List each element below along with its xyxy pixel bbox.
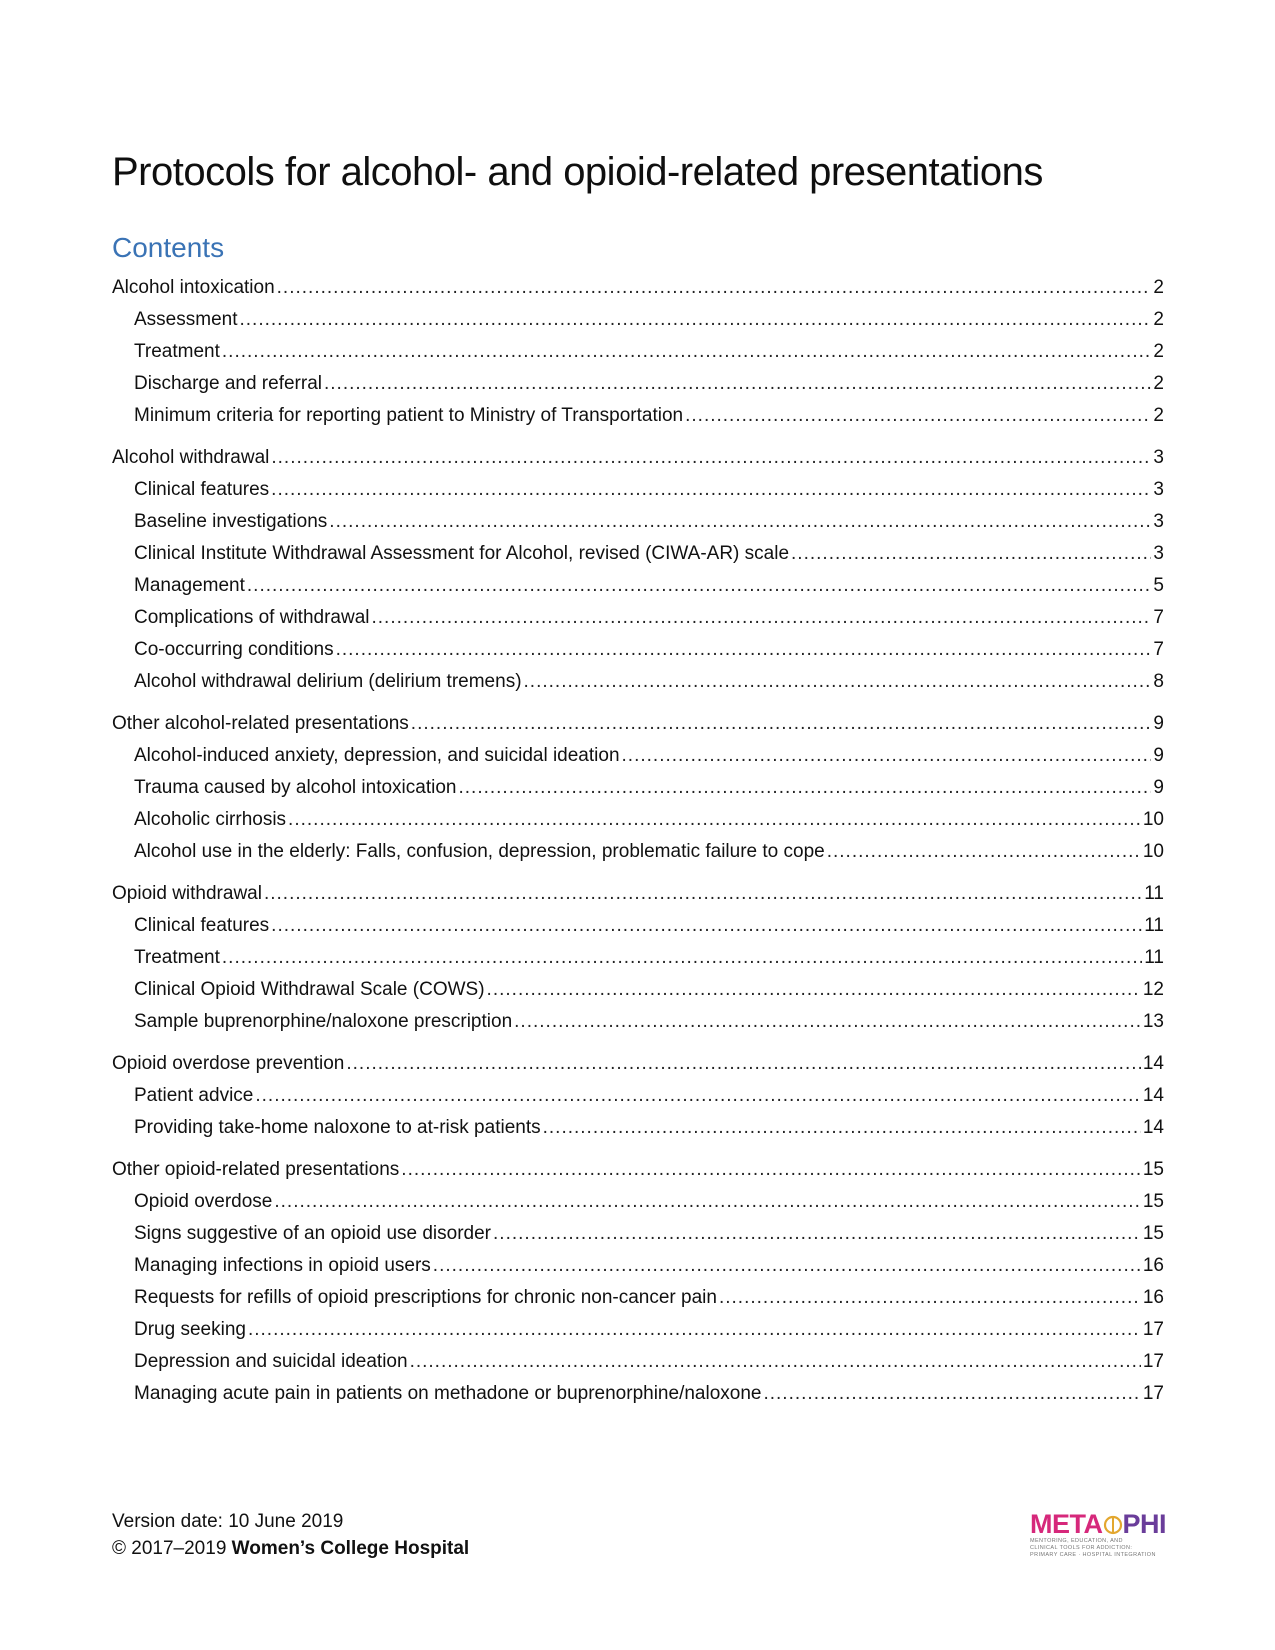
toc-entry-label: Requests for refills of opioid prescriptions for chronic non-cancer pain <box>134 1287 717 1308</box>
toc-dot-leader <box>622 740 1152 772</box>
toc-section-entry[interactable] <box>112 1154 1164 1186</box>
toc-subentry[interactable] <box>112 570 1164 602</box>
toc-page-number: 17 <box>1142 1319 1164 1340</box>
toc-dot-leader <box>255 1080 1141 1112</box>
toc-dot-leader <box>324 368 1151 400</box>
toc-subentry[interactable] <box>112 304 1164 336</box>
toc-entry-label: Assessment <box>134 309 238 330</box>
toc-entry-label: Drug seeking <box>134 1319 246 1340</box>
toc-entry-label: Clinical features <box>134 915 270 936</box>
toc-entry-label: Managing infections in opioid users <box>134 1255 431 1276</box>
toc-entry-label: Clinical Institute Withdrawal Assessment for Alcohol, revised (CIWA-AR) scale <box>134 543 790 564</box>
toc-dot-leader <box>827 836 1141 868</box>
toc-subentry[interactable] <box>112 602 1164 634</box>
toc-section <box>112 708 1164 868</box>
toc-page-number: 3 <box>1153 479 1164 500</box>
toc-entry-label: Treatment <box>134 341 220 362</box>
toc-page-number: 9 <box>1153 777 1164 798</box>
toc-dot-leader <box>411 708 1152 740</box>
toc-subentry[interactable] <box>112 368 1164 400</box>
toc-subentry[interactable] <box>112 910 1164 942</box>
toc-section-entry[interactable] <box>112 442 1164 474</box>
toc-entry-label: Co-occurring conditions <box>134 639 334 660</box>
toc-section <box>112 442 1164 698</box>
toc-entry-label: Alcohol-induced anxiety, depression, and suicidal ideation <box>134 745 620 766</box>
toc-section-entry[interactable] <box>112 272 1164 304</box>
toc-page-number: 14 <box>1142 1085 1164 1106</box>
toc-subentry[interactable] <box>112 1006 1164 1038</box>
toc-dot-leader <box>248 1314 1141 1346</box>
toc-section <box>112 1048 1164 1144</box>
toc-section-entry[interactable] <box>112 1048 1164 1080</box>
toc-dot-leader <box>372 602 1152 634</box>
toc-entry-label: Patient advice <box>134 1085 254 1106</box>
toc-subentry[interactable] <box>112 538 1164 570</box>
toc-dot-leader <box>264 878 1142 910</box>
toc-dot-leader <box>763 1378 1140 1410</box>
toc-dot-leader <box>514 1006 1141 1038</box>
toc-page-number: 11 <box>1144 947 1164 968</box>
logo-wordmark <box>1030 1509 1167 1539</box>
toc-dot-leader <box>271 442 1151 474</box>
toc-page-number: 2 <box>1153 277 1164 298</box>
toc-entry-label: Signs suggestive of an opioid use disorder <box>134 1223 492 1244</box>
toc-page-number: 7 <box>1153 639 1164 660</box>
copyright-line <box>112 1535 469 1562</box>
toc-page-number: 15 <box>1142 1191 1164 1212</box>
toc-page-number: 9 <box>1153 745 1164 766</box>
logo-word-meta: META <box>1030 1509 1103 1539</box>
toc-section-entry[interactable] <box>112 878 1164 910</box>
toc-entry-label: Alcohol withdrawal delirium (delirium tremens) <box>134 671 522 692</box>
toc-page-number: 2 <box>1153 341 1164 362</box>
toc-subentry[interactable] <box>112 1282 1164 1314</box>
toc-page-number: 2 <box>1153 405 1164 426</box>
toc-entry-label: Alcoholic cirrhosis <box>134 809 287 830</box>
toc-dot-leader <box>274 1186 1140 1218</box>
toc-subentry[interactable] <box>112 1346 1164 1378</box>
toc-entry-label: Alcohol use in the elderly: Falls, confusion, depression, problematic failure to cope <box>134 841 825 862</box>
toc-page-number: 14 <box>1142 1053 1164 1074</box>
toc-page-number: 2 <box>1153 309 1164 330</box>
toc-page-number: 17 <box>1142 1351 1164 1372</box>
toc-subentry[interactable] <box>112 506 1164 538</box>
logo-tagline-2: CLINICAL TOOLS FOR ADDICTION: <box>1030 1545 1133 1551</box>
toc-page-number: 10 <box>1142 841 1164 862</box>
toc-entry-label: Clinical features <box>134 479 270 500</box>
toc-subentry[interactable] <box>112 1218 1164 1250</box>
toc-subentry[interactable] <box>112 634 1164 666</box>
toc-subentry[interactable] <box>112 336 1164 368</box>
toc-subentry[interactable] <box>112 1112 1164 1144</box>
toc-subentry[interactable] <box>112 1250 1164 1282</box>
toc-entry-label: Sample buprenorphine/naloxone prescription <box>134 1011 513 1032</box>
toc-page-number: 8 <box>1153 671 1164 692</box>
toc-dot-leader <box>277 272 1152 304</box>
toc-dot-leader <box>487 974 1141 1006</box>
toc-dot-leader <box>458 772 1151 804</box>
toc-dot-leader <box>493 1218 1141 1250</box>
toc-entry-label: Opioid withdrawal <box>112 883 262 904</box>
toc-entry-label: Managing acute pain in patients on methadone or buprenorphine/naloxone <box>134 1383 762 1404</box>
toc-subentry[interactable] <box>112 666 1164 698</box>
logo-tagline-3: PRIMARY CARE · HOSPITAL INTEGRATION <box>1030 1552 1156 1558</box>
contents-heading: Contents <box>112 232 225 263</box>
toc-dot-leader <box>222 336 1152 368</box>
toc-entry-label: Treatment <box>134 947 220 968</box>
toc-entry-label: Trauma caused by alcohol intoxication <box>134 777 457 798</box>
toc-dot-leader <box>524 666 1152 698</box>
toc-page-number: 3 <box>1153 543 1164 564</box>
toc-subentry[interactable] <box>112 1314 1164 1346</box>
document-title: Protocols for alcohol- and opioid-related presentations <box>112 150 1043 194</box>
toc-entry-label: Depression and suicidal ideation <box>134 1351 408 1372</box>
table-of-contents <box>112 272 1164 1420</box>
toc-subentry[interactable] <box>112 740 1164 772</box>
toc-section <box>112 878 1164 1038</box>
toc-page-number: 15 <box>1142 1159 1164 1180</box>
toc-page-number: 10 <box>1142 809 1164 830</box>
toc-page-number: 16 <box>1142 1287 1164 1308</box>
version-date: Version date: 10 June 2019 <box>112 1511 344 1532</box>
toc-page-number: 14 <box>1142 1117 1164 1138</box>
toc-page-number: 12 <box>1142 979 1164 1000</box>
toc-entry-label: Alcohol withdrawal <box>112 447 270 468</box>
logo-circle-icon <box>1103 1515 1123 1535</box>
toc-subentry[interactable] <box>112 474 1164 506</box>
toc-dot-leader <box>247 570 1152 602</box>
toc-dot-leader <box>543 1112 1141 1144</box>
organization-name: Women’s College Hospital <box>231 1538 470 1559</box>
toc-subentry[interactable] <box>112 772 1164 804</box>
logo-word-phi: PHI <box>1122 1509 1167 1539</box>
toc-subentry[interactable] <box>112 1186 1164 1218</box>
toc-entry-label: Other opioid-related presentations <box>112 1159 400 1180</box>
toc-entry-label: Minimum criteria for reporting patient to Ministry of Transportation <box>134 405 684 426</box>
toc-dot-leader <box>271 910 1142 942</box>
toc-dot-leader <box>329 506 1151 538</box>
toc-entry-label: Baseline investigations <box>134 511 328 532</box>
toc-dot-leader <box>401 1154 1141 1186</box>
toc-dot-leader <box>410 1346 1141 1378</box>
toc-entry-label: Opioid overdose prevention <box>112 1053 345 1074</box>
logo-tagline-1: MENTORING, EDUCATION, AND <box>1030 1538 1123 1544</box>
toc-subentry[interactable] <box>112 1080 1164 1112</box>
toc-entry-label: Opioid overdose <box>134 1191 273 1212</box>
copyright-prefix: © 2017–2019 <box>112 1538 232 1559</box>
toc-dot-leader <box>239 304 1151 336</box>
toc-entry-label: Providing take-home naloxone to at-risk patients <box>134 1117 541 1138</box>
toc-subentry[interactable] <box>112 974 1164 1006</box>
toc-subentry[interactable] <box>112 942 1164 974</box>
toc-dot-leader <box>336 634 1152 666</box>
toc-subentry[interactable] <box>112 804 1164 836</box>
toc-page-number: 2 <box>1153 373 1164 394</box>
toc-section <box>112 272 1164 432</box>
toc-page-number: 17 <box>1142 1383 1164 1404</box>
toc-dot-leader <box>433 1250 1141 1282</box>
toc-entry-label: Complications of withdrawal <box>134 607 370 628</box>
toc-entry-label: Management <box>134 575 245 596</box>
toc-dot-leader <box>791 538 1151 570</box>
toc-page-number: 15 <box>1142 1223 1164 1244</box>
toc-dot-leader <box>719 1282 1141 1314</box>
toc-page-number: 3 <box>1153 511 1164 532</box>
toc-entry-label: Alcohol intoxication <box>112 277 275 298</box>
toc-dot-leader <box>271 474 1151 506</box>
toc-subentry[interactable] <box>112 1378 1164 1410</box>
toc-dot-leader <box>288 804 1141 836</box>
toc-section <box>112 1154 1164 1410</box>
toc-dot-leader <box>685 400 1151 432</box>
toc-page-number: 3 <box>1153 447 1164 468</box>
toc-section-entry[interactable] <box>112 708 1164 740</box>
toc-page-number: 11 <box>1144 883 1164 904</box>
toc-dot-leader <box>222 942 1142 974</box>
toc-entry-label: Other alcohol-related presentations <box>112 713 409 734</box>
toc-subentry[interactable] <box>112 400 1164 432</box>
toc-page-number: 16 <box>1142 1255 1164 1276</box>
toc-page-number: 13 <box>1142 1011 1164 1032</box>
toc-subentry[interactable] <box>112 836 1164 868</box>
toc-page-number: 5 <box>1153 575 1164 596</box>
toc-entry-label: Clinical Opioid Withdrawal Scale (COWS) <box>134 979 485 1000</box>
toc-page-number: 9 <box>1153 713 1164 734</box>
toc-dot-leader <box>346 1048 1140 1080</box>
toc-page-number: 11 <box>1144 915 1164 936</box>
metaphi-logo <box>1030 1509 1167 1562</box>
toc-entry-label: Discharge and referral <box>134 373 322 394</box>
footer <box>112 1508 469 1562</box>
toc-page-number: 7 <box>1153 607 1164 628</box>
